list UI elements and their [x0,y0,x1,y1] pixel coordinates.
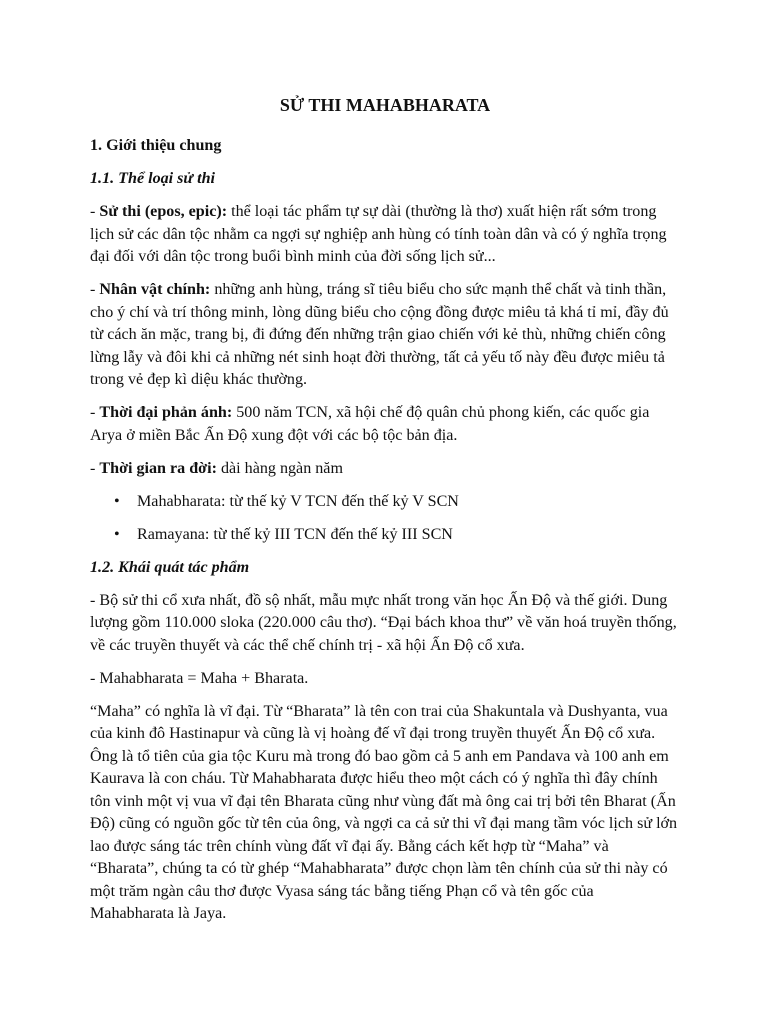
term-nhan-vat: Nhân vật chính: [99,281,211,298]
paragraph-nhan-vat: - Nhân vật chính: những anh hùng, tráng sĩ tiêu biểu cho sức mạnh thể chất và tinh thần, cho ý chí và trí thông minh, lòng dũng biểu cho cộng đồng được miêu tả khá tỉ mỉ, đầy đủ từ cách ăn mặc, trang bị, đi đứng đến những trận giao chiến với kẻ thù, những chiến công lừng lẫy và đôi khi cả những nét sinh hoạt đời thường, tất cả yếu tố này đều được miêu tả trong vẻ đẹp kì diệu khác thường. [90,281,669,388]
term-thoi-dai: Thời đại phản ánh: [99,404,233,421]
subsection-heading-overview: 1.2. Khái quát tác phẩm [90,558,250,576]
bullet-list [90,491,680,547]
paragraph-formula: - Mahabharata = Maha + Bharata. [90,669,309,687]
term-thoi-gian: Thời gian ra đời: [99,459,217,477]
definition-thoi-dai: 500 năm TCN, xã hội chế độ quân chủ phong kiến, các quốc gia Arya ở miền Bắc Ấn Độ xung đột với các bộ tộc bản địa. [90,404,650,444]
definition-thoi-gian: dài hàng ngàn năm [216,459,343,477]
document-title: SỬ THI MAHABHARATA [279,95,491,115]
paragraph-etymology: “Maha” có nghĩa là vĩ đại. Từ “Bharata” là tên con trai của Shakuntala và Dushyanta, vua của kinh đô Hastinapur và cũng là vị hoàng đế vĩ đại trong truyền thuyết Ấn Độ cổ xưa. Ông là tổ tiên của gia tộc Kuru mà trong đó bao gồm cả 5 anh em Pandava và 100 anh em Kaurava là con cháu. Từ Mahabharata được hiểu theo một cách có ý nghĩa thì đây chính tôn vinh một vị vua vĩ đại tên Bharata cũng như vùng đất mà ông cai trị bởi tên Bharat (Ấn Độ) cũng có nguồn gốc từ tên của ông, và ngợi ca cả sử thi vĩ đại mang tầm vóc lịch sử lớn lao được sáng tác trên chính vùng đất vĩ đại ấy. Bằng cách kết hợp từ “Maha” và “Bharata”, chúng ta có từ ghép “Mahabharata” được chọn làm tên chính của sử thi này có một trăm ngàn câu thơ được Vyasa sáng tác bằng tiếng Phạn cổ và tên gốc của Mahabharata là Jaya. [90,702,678,922]
paragraph-thoi-gian: - Thời gian ra đời: dài hàng ngàn năm [90,459,343,477]
subsection-heading-genre: 1.1. Thể loại sử thi [90,170,215,187]
section-heading-intro: 1. Giới thiệu chung [90,137,222,154]
paragraph-su-thi: - Sử thi (epos, epic): thể loại tác phẩm tự sự dài (thường là thơ) xuất hiện rất sớm trong lịch sử các dân tộc nhằm ca ngợi sự nghiệp anh hùng có tính toàn dân và có ý nghĩa trọng đại đối với dân tộc trong buổi bình minh của đời sống lịch sử... [90,203,667,265]
list-item: • Ramayana: từ thế kỷ III TCN đến thế kỷ III SCN [137,524,680,547]
definition-nhan-vat: những anh hùng, tráng sĩ tiêu biểu cho sức mạnh thể chất và tinh thần, cho ý chí và trí thông minh, lòng dũng biểu cho cộng đồng được miêu tả khá tỉ mỉ, đầy đủ từ cách ăn mặc, trang bị, đi đứng đến những trận giao chiến với kẻ thù, những chiến công lừng lẫy và đôi khi cả những nét sinh hoạt đời thường, tất cả yếu tố này đều được miêu tả trong vẻ đẹp kì diệu khác thường. [90,281,669,388]
definition-su-thi: thể loại tác phẩm tự sự dài (thường là thơ) xuất hiện rất sớm trong lịch sử các dân tộc nhằm ca ngợi sự nghiệp anh hùng có tính toàn dân và có ý nghĩa trọng đại đối với dân tộc trong buổi bình minh của đời sống lịch sử... [90,203,667,265]
paragraph-overview: - Bộ sử thi cổ xưa nhất, đồ sộ nhất, mẫu mực nhất trong văn học Ấn Độ và thế giới. Dung lượng gồm 110.000 sloka (220.000 câu thơ). “Đại bách khoa thư” về văn hoá truyền thống, về các truyền thuyết và các thể chế chính trị - xã hội Ấn Độ cổ xưa. [90,591,677,654]
paragraph-thoi-dai: - Thời đại phản ánh: 500 năm TCN, xã hội chế độ quân chủ phong kiến, các quốc gia Arya ở miền Bắc Ấn Độ xung đột với các bộ tộc bản địa. [90,404,650,444]
term-su-thi: Sử thi (epos, epic): [99,203,228,220]
list-item: • Mahabharata: từ thế kỷ V TCN đến thế kỷ V SCN [137,491,680,514]
